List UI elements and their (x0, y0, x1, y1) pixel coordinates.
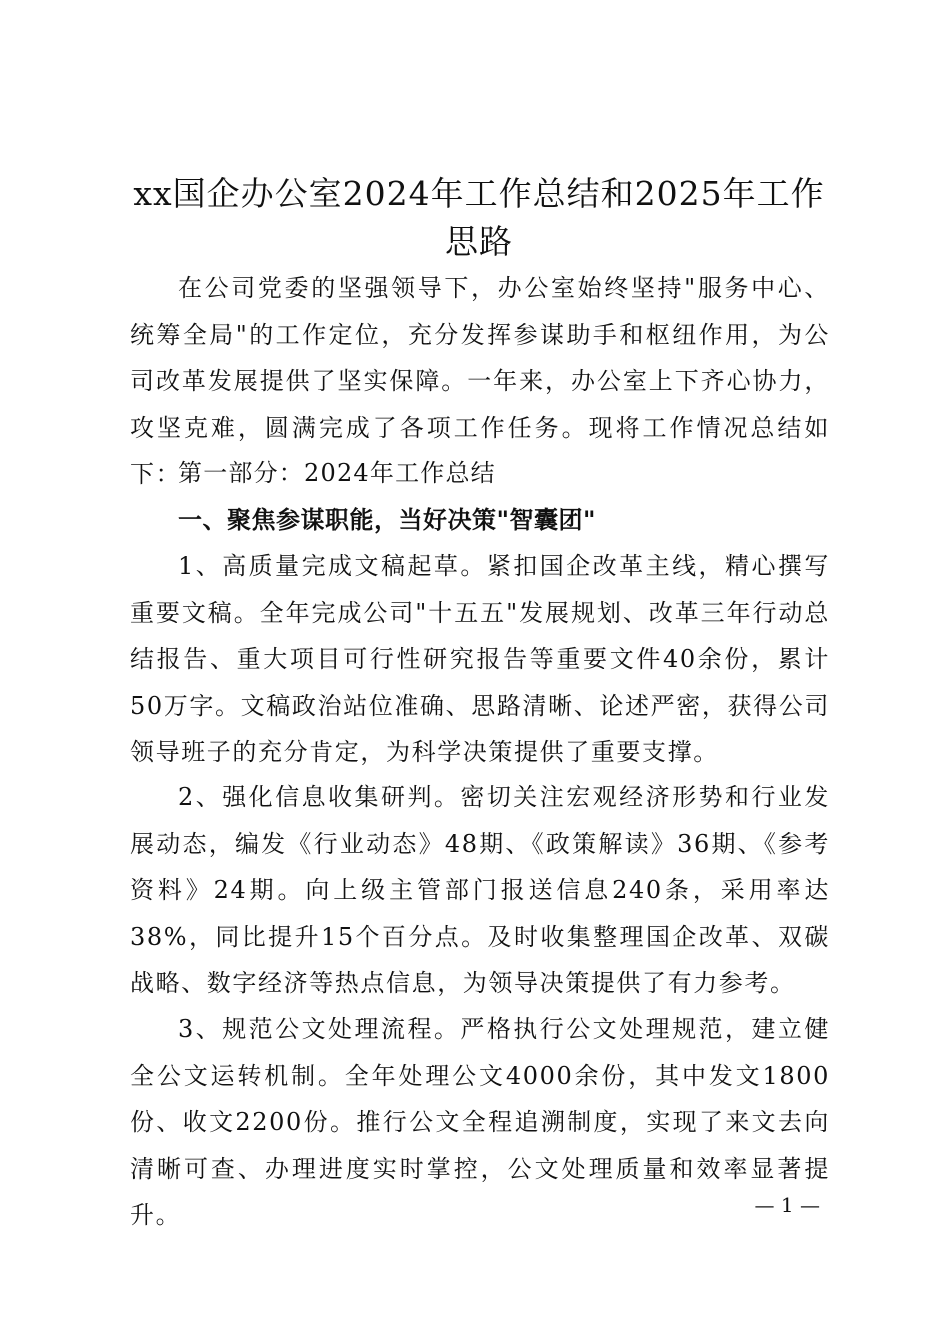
paragraph-2: 2、强化信息收集研判。密切关注宏观经济形势和行业发展动态，编发《行业动态》48期、《政策解读》36期、《参考资料》24期。向上级主管部门报送信息240条，采用率达38%，同比提升15个百分点。及时收集整理国企改革、双碳战略、数字经济等热点信息，为领导决策提供了有力参考。 (130, 783, 830, 997)
part-heading: 第一部分：2024年工作总结 (178, 459, 496, 487)
intro-paragraph: 在公司党委的坚强领导下，办公室始终坚持"服务中心、统筹全局"的工作定位，充分发挥参谋助手和枢纽作用，为公司改革发展提供了坚实保障。一年来，办公室上下齐心协力，攻坚克难，圆满完成了各项工作任务。现将工作情况总结如下： (130, 274, 830, 488)
page-number: — 1 — (754, 1193, 820, 1217)
paragraph-1: 1、高质量完成文稿起草。紧扣国企改革主线，精心撰写重要文稿。全年完成公司"十五五"发展规划、改革三年行动总结报告、重大项目可行性研究报告等重要文件40余份，累计50万字。文稿政治站位准确、思路清晰、论述严密，获得公司领导班子的充分肯定，为科学决策提供了重要支撑。 (130, 552, 830, 766)
section-heading: 一、聚焦参谋职能，当好决策"智囊团" (178, 506, 597, 534)
paragraph-3: 3、规范公文处理流程。严格执行公文处理规范，建立健全公文运转机制。全年处理公文4000余份，其中发文1800份、收文2200份。推行公文全程追溯制度，实现了来文去向清晰可查、办理进度实时掌控，公文处理质量和效率显著提升。 (130, 1015, 830, 1229)
document-title: xx国企办公室2024年工作总结和2025年工作思路 (133, 174, 825, 261)
